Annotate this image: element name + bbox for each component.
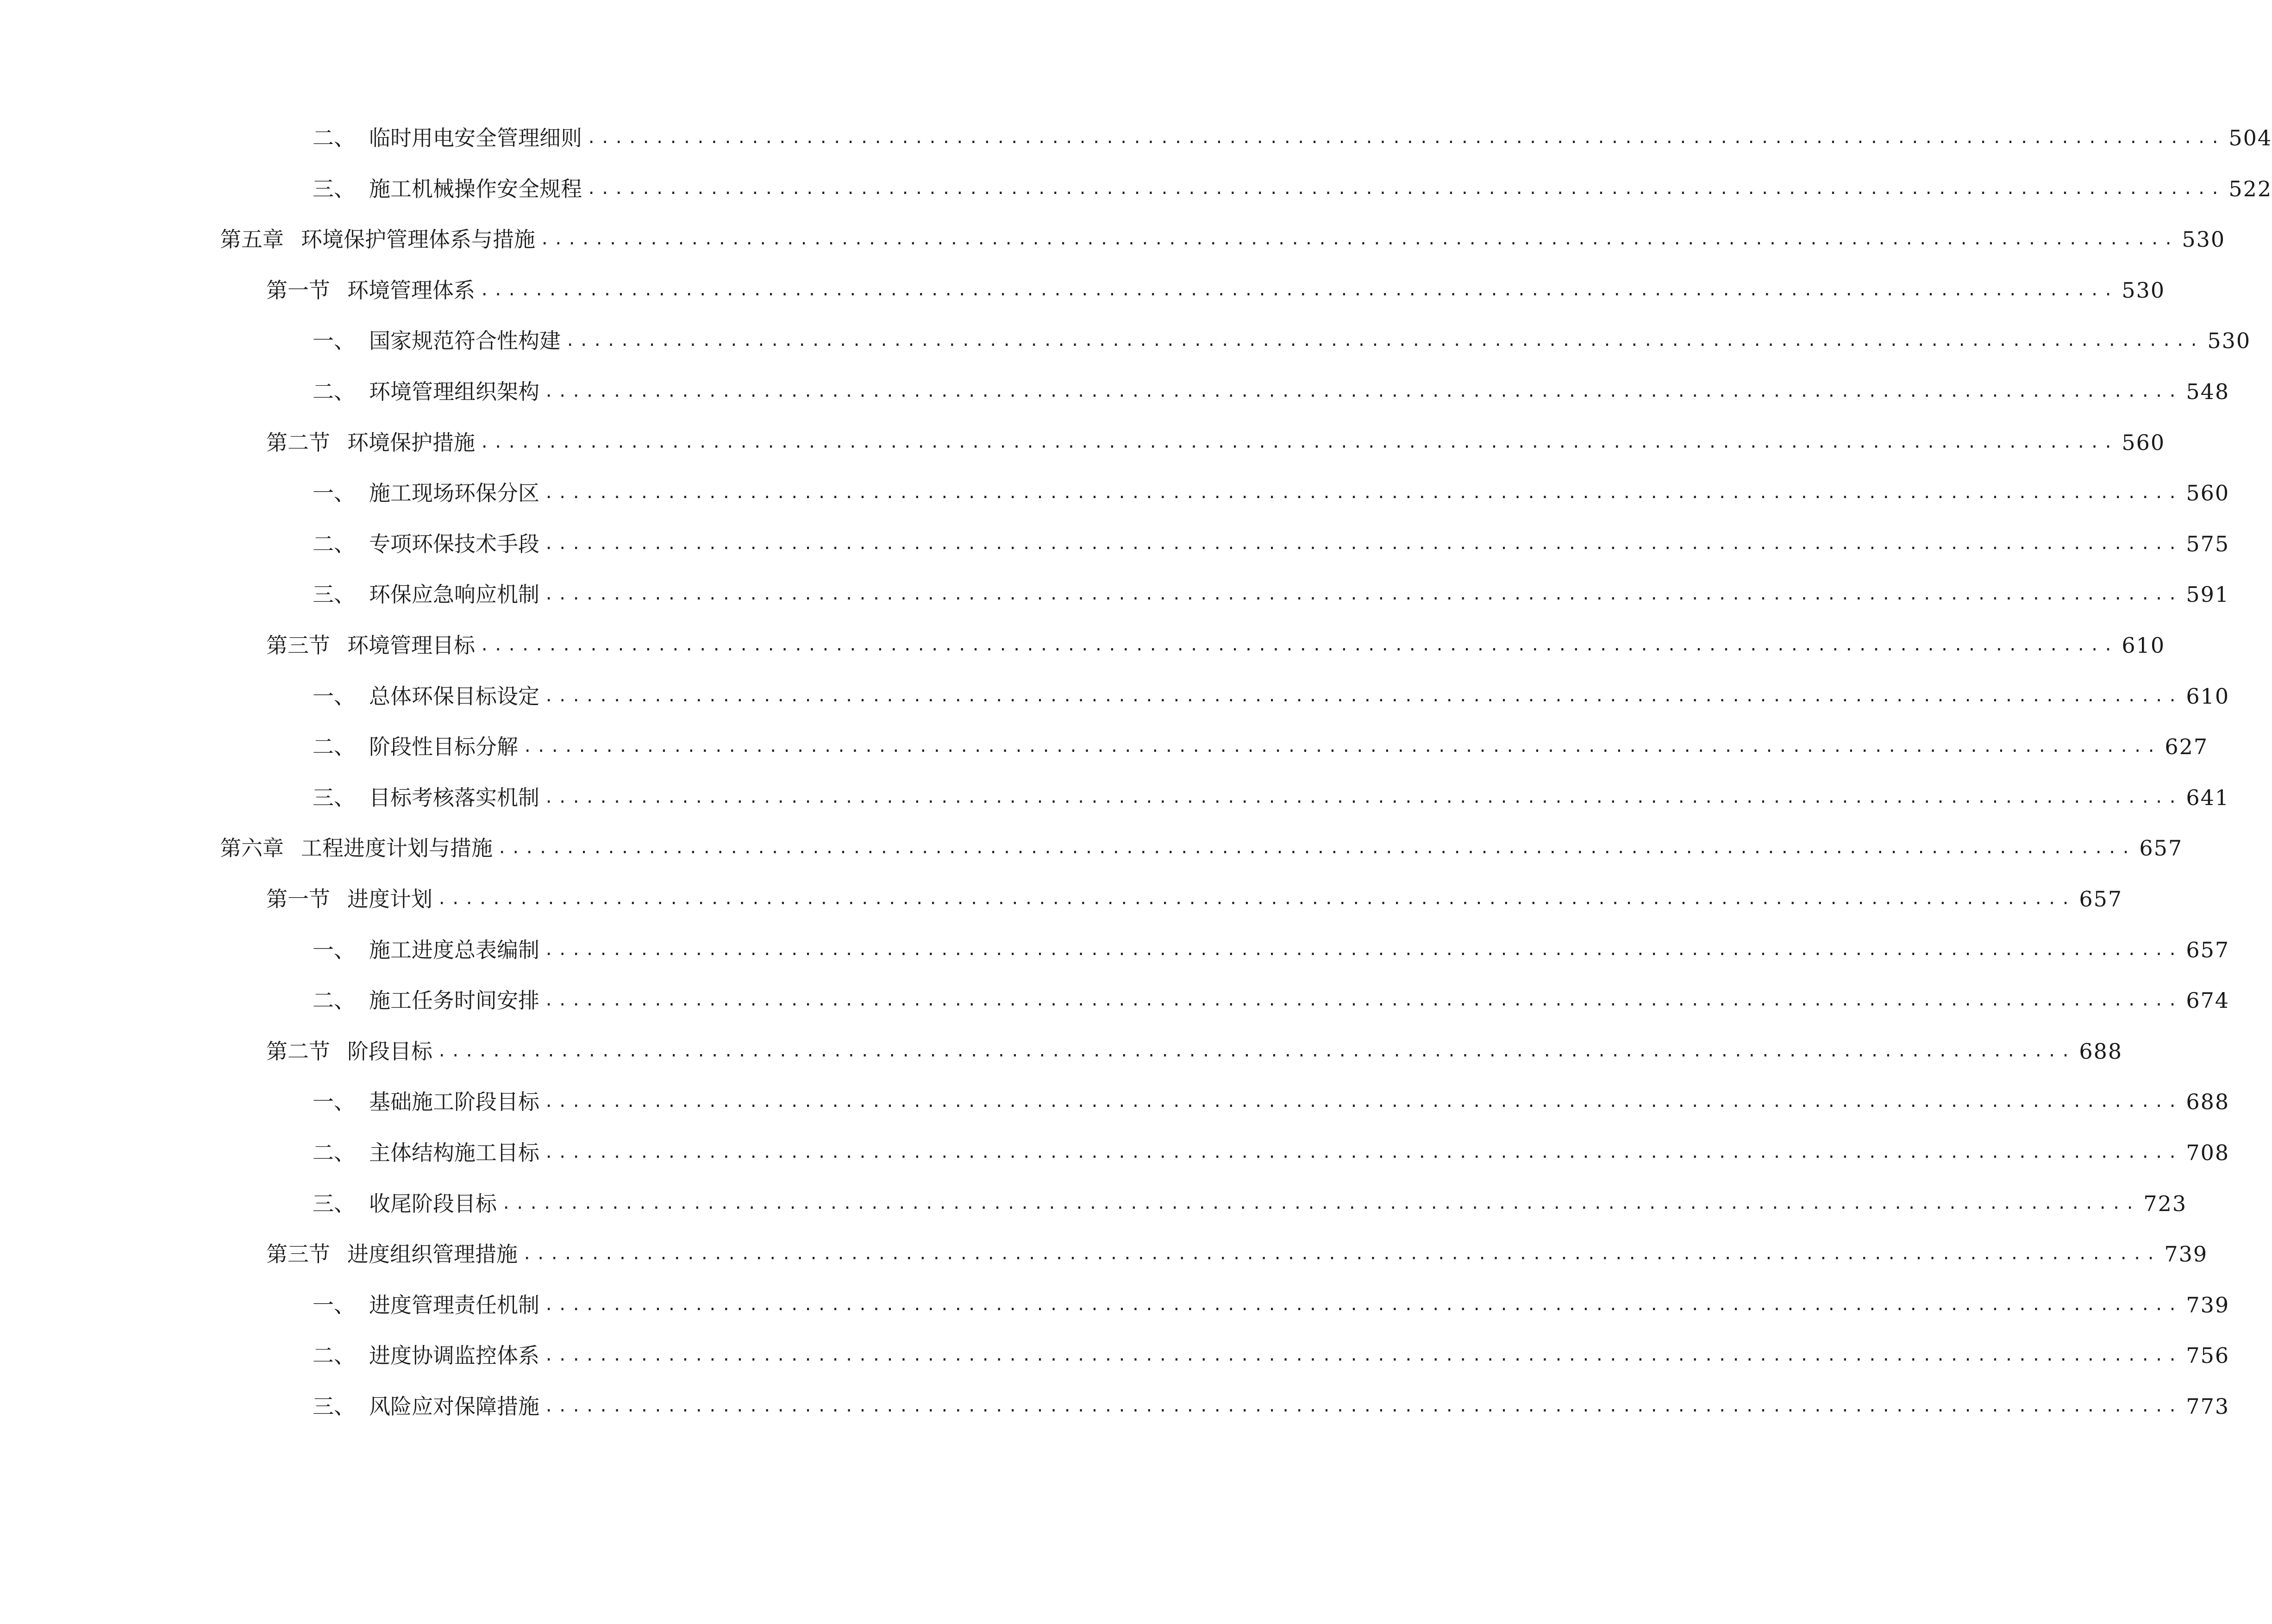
toc-entry-page-number: 657 xyxy=(2139,836,2183,861)
toc-entry-page-number: 530 xyxy=(2207,328,2251,354)
toc-entry-page-number: 560 xyxy=(2122,430,2166,455)
toc-entry-number: 一、 xyxy=(313,937,355,962)
toc-entry-number: 二、 xyxy=(313,988,355,1013)
toc-entry-page-number: 739 xyxy=(2186,1292,2230,1318)
toc-dot-leader: ........................................................................................................................ xyxy=(540,230,2178,249)
toc-entry-number: 二、 xyxy=(313,125,355,150)
toc-entry-page-number: 575 xyxy=(2186,531,2230,556)
toc-entry[interactable] xyxy=(313,119,2272,156)
toc-dot-leader: ........................................................................................................................ xyxy=(544,1143,2182,1162)
toc-dot-leader: ........................................................................................................................ xyxy=(544,1093,2182,1112)
toc-entry-title: 施工任务时间安排 xyxy=(369,988,539,1013)
toc-entry-page-number: 739 xyxy=(2164,1242,2208,1267)
toc-entry[interactable] xyxy=(313,1337,2230,1374)
toc-dot-leader: ........................................................................................................................ xyxy=(544,940,2182,959)
toc-dot-leader: ........................................................................................................................ xyxy=(544,788,2182,807)
toc-entry-title: 环保应急响应机制 xyxy=(369,582,539,607)
toc-dot-leader: ........................................................................................................................ xyxy=(544,484,2182,503)
toc-entry-title: 主体结构施工目标 xyxy=(369,1140,539,1165)
toc-entry[interactable] xyxy=(266,627,2166,664)
toc-entry-page-number: 674 xyxy=(2186,988,2230,1013)
toc-entry-title: 进度管理责任机制 xyxy=(369,1292,539,1318)
toc-entry-title: 环境管理组织架构 xyxy=(369,379,539,404)
toc-entry-page-number: 610 xyxy=(2186,683,2230,709)
toc-entry-number: 二、 xyxy=(313,1140,355,1165)
toc-entry-page-number: 708 xyxy=(2186,1140,2230,1165)
toc-entry-page-number: 530 xyxy=(2182,227,2226,252)
toc-dot-leader: ........................................................................................................................ xyxy=(501,1194,2139,1213)
toc-entry-title: 国家规范符合性构建 xyxy=(369,328,561,354)
toc-entry-number: 一、 xyxy=(313,481,355,506)
toc-entry-title: 施工现场环保分区 xyxy=(369,481,539,506)
toc-entry-number: 第三节 xyxy=(266,633,330,658)
toc-entry[interactable] xyxy=(313,1388,2230,1425)
toc-entry-page-number: 610 xyxy=(2122,633,2166,658)
toc-dot-leader: ........................................................................................................................ xyxy=(544,534,2182,553)
toc-entry-title: 施工进度总表编制 xyxy=(369,937,539,962)
toc-entry-number: 第一节 xyxy=(266,277,330,303)
toc-entry-page-number: 560 xyxy=(2186,481,2230,506)
toc-entry-title: 基础施工阶段目标 xyxy=(369,1089,539,1115)
toc-entry[interactable] xyxy=(313,170,2272,207)
toc-entry-title: 进度组织管理措施 xyxy=(347,1242,518,1267)
toc-entry-number: 第一节 xyxy=(266,887,330,912)
toc-dot-leader: ........................................................................................................................ xyxy=(544,991,2182,1010)
toc-dot-leader: ........................................................................................................................ xyxy=(544,585,2182,604)
toc-entry[interactable] xyxy=(313,779,2230,816)
toc-entry[interactable] xyxy=(220,830,2183,867)
toc-dot-leader: ........................................................................................................................ xyxy=(587,179,2224,198)
toc-dot-leader: ........................................................................................................................ xyxy=(523,737,2160,756)
toc-entry-number: 二、 xyxy=(313,379,355,404)
toc-entry[interactable] xyxy=(313,1185,2187,1222)
toc-entry-page-number: 657 xyxy=(2079,887,2123,912)
toc-entry-title: 施工机械操作安全规程 xyxy=(369,176,582,201)
toc-dot-leader: ........................................................................................................................ xyxy=(544,382,2182,401)
toc-entry-title: 环境保护管理体系与措施 xyxy=(301,227,535,252)
toc-dot-leader: ........................................................................................................................ xyxy=(497,839,2135,858)
toc-entry-number: 第三节 xyxy=(266,1242,330,1267)
toc-dot-leader: ........................................................................................................................ xyxy=(587,129,2224,147)
toc-entry-page-number: 627 xyxy=(2165,734,2209,760)
toc-entry[interactable] xyxy=(313,373,2230,410)
toc-entry-number: 第二节 xyxy=(266,1038,330,1064)
toc-entry[interactable] xyxy=(313,525,2230,562)
toc-entry-title: 专项环保技术手段 xyxy=(369,531,539,556)
toc-entry-page-number: 756 xyxy=(2186,1343,2230,1368)
toc-entry-number: 一、 xyxy=(313,683,355,709)
toc-entry[interactable] xyxy=(266,424,2166,461)
toc-dot-leader: ........................................................................................................................ xyxy=(544,687,2182,706)
toc-entry-title: 临时用电安全管理细则 xyxy=(369,125,582,150)
toc-entry-page-number: 504 xyxy=(2228,125,2272,150)
toc-entry[interactable] xyxy=(313,1134,2230,1171)
toc-entry-number: 二、 xyxy=(313,1343,355,1368)
toc-dot-leader: ........................................................................................................................ xyxy=(565,331,2203,350)
toc-dot-leader: ........................................................................................................................ xyxy=(544,1397,2182,1416)
toc-entry-title: 工程进度计划与措施 xyxy=(301,836,493,861)
toc-entry-page-number: 548 xyxy=(2186,379,2230,404)
toc-dot-leader: ........................................................................................................................ xyxy=(480,433,2117,452)
toc-entry-page-number: 657 xyxy=(2186,937,2230,962)
toc-entry[interactable] xyxy=(220,221,2226,258)
toc-entry[interactable] xyxy=(266,1236,2208,1273)
toc-entry[interactable] xyxy=(313,678,2230,715)
toc-entry-number: 第二节 xyxy=(266,430,330,455)
toc-entry-page-number: 591 xyxy=(2186,582,2230,607)
toc-entry[interactable] xyxy=(266,881,2123,918)
toc-entry-number: 三、 xyxy=(313,785,355,810)
toc-entry-title: 进度计划 xyxy=(347,887,432,912)
toc-entry-number: 三、 xyxy=(313,582,355,607)
toc-dot-leader: ........................................................................................................................ xyxy=(544,1295,2182,1314)
toc-entry-title: 风险应对保障措施 xyxy=(369,1394,539,1419)
toc-entry-number: 三、 xyxy=(313,176,355,201)
toc-entry[interactable] xyxy=(313,1287,2230,1324)
toc-entry-number: 二、 xyxy=(313,531,355,556)
toc-entry-number: 二、 xyxy=(313,734,355,760)
toc-entry-number: 一、 xyxy=(313,1089,355,1115)
toc-entry-page-number: 688 xyxy=(2186,1089,2230,1115)
toc-entry[interactable] xyxy=(313,1083,2230,1120)
toc-entry-page-number: 688 xyxy=(2079,1038,2123,1064)
toc-entry-title: 进度协调监控体系 xyxy=(369,1343,539,1368)
toc-entry-number: 一、 xyxy=(313,1292,355,1318)
toc-entry-number: 第六章 xyxy=(220,836,284,861)
toc-dot-leader: ........................................................................................................................ xyxy=(437,890,2075,908)
toc-entry[interactable] xyxy=(266,1033,2123,1070)
toc-entry-title: 环境管理目标 xyxy=(347,633,475,658)
toc-dot-leader: ........................................................................................................................ xyxy=(437,1042,2075,1061)
toc-entry[interactable] xyxy=(313,931,2230,968)
toc-dot-leader: ........................................................................................................................ xyxy=(480,281,2117,300)
toc-entry-title: 阶段性目标分解 xyxy=(369,734,518,760)
toc-entry-number: 一、 xyxy=(313,328,355,354)
toc-entry-page-number: 773 xyxy=(2186,1394,2230,1419)
toc-entry-title: 阶段目标 xyxy=(347,1038,432,1064)
toc-entry[interactable] xyxy=(313,322,2251,359)
toc-entry[interactable] xyxy=(266,272,2166,309)
toc-entry-title: 总体环保目标设定 xyxy=(369,683,539,709)
toc-entry-title: 环境保护措施 xyxy=(347,430,475,455)
toc-entry-title: 收尾阶段目标 xyxy=(369,1191,497,1216)
toc-entry-page-number: 723 xyxy=(2143,1191,2187,1216)
toc-entry-page-number: 530 xyxy=(2122,277,2166,303)
toc-entry-page-number: 641 xyxy=(2186,785,2230,810)
toc-entry-title: 目标考核落实机制 xyxy=(369,785,539,810)
toc-entry[interactable] xyxy=(313,475,2230,512)
toc-entry-page-number: 522 xyxy=(2228,176,2272,201)
toc-entry-number: 第五章 xyxy=(220,227,284,252)
toc-entry-number: 三、 xyxy=(313,1394,355,1419)
toc-entry-title: 环境管理体系 xyxy=(347,277,475,303)
toc-dot-leader: ........................................................................................................................ xyxy=(544,1346,2182,1365)
toc-dot-leader: ........................................................................................................................ xyxy=(522,1245,2160,1264)
toc-entry[interactable] xyxy=(313,576,2230,613)
toc-dot-leader: ........................................................................................................................ xyxy=(480,636,2117,655)
toc-entry[interactable] xyxy=(313,982,2230,1019)
toc-entry-number: 三、 xyxy=(313,1191,355,1216)
toc-entry[interactable] xyxy=(313,728,2209,765)
